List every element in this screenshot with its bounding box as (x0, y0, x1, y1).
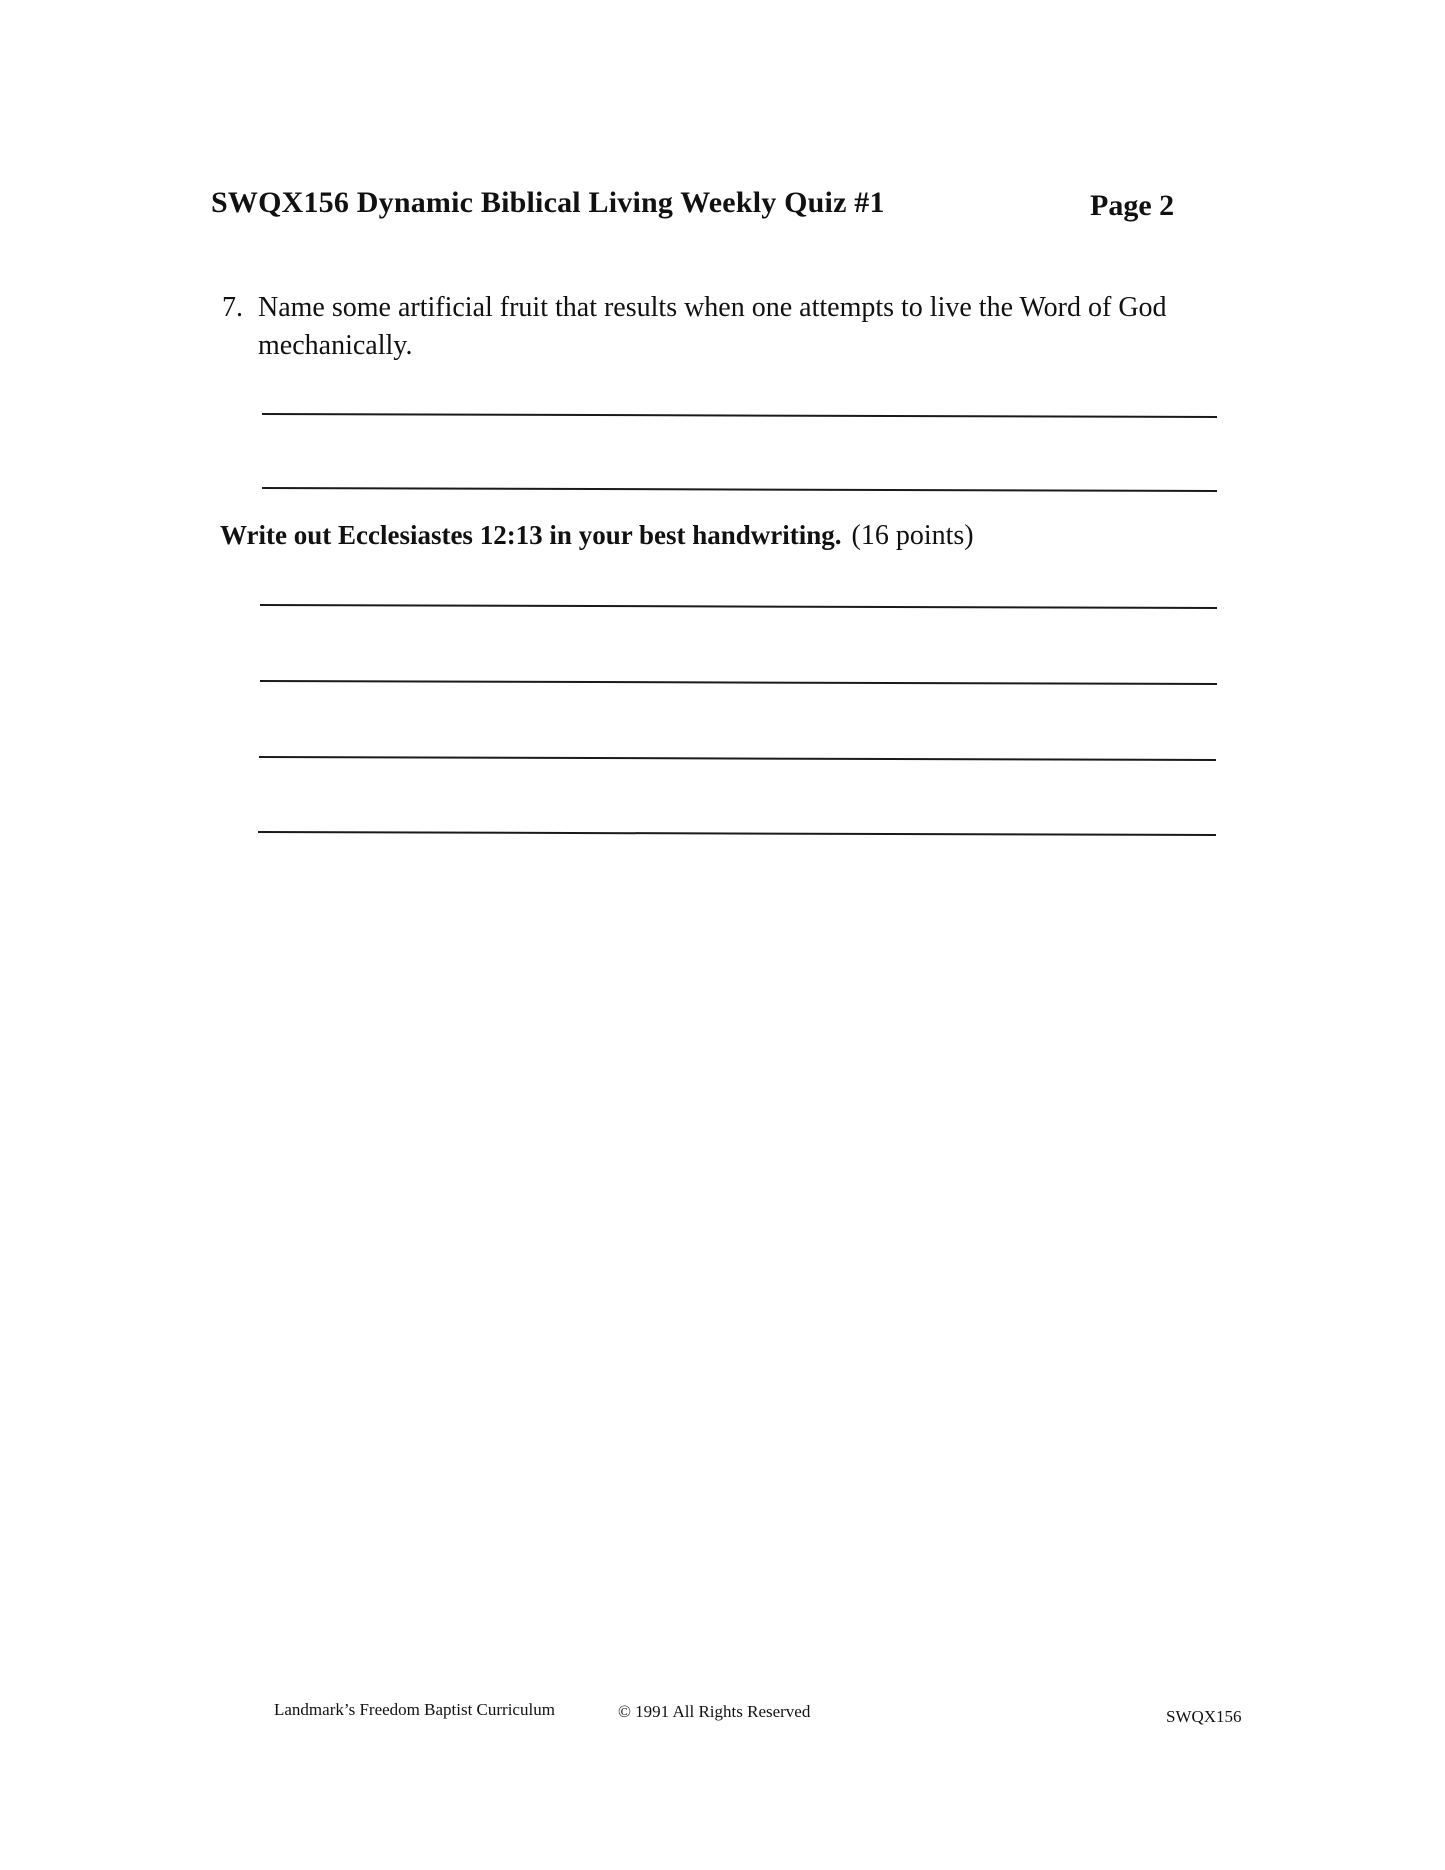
footer-curriculum: Landmark’s Freedom Baptist Curriculum (274, 1700, 555, 1719)
answer-line-verse-3[interactable] (259, 756, 1216, 761)
instruction-text (220, 520, 974, 552)
page-title: SWQX156 Dynamic Biblical Living Weekly Quiz #1 (211, 186, 885, 219)
question-text: Name some artificial fruit that results when one attempts to live the Word of God mechanically. (258, 292, 1167, 361)
footer-code: SWQX156 (1166, 1707, 1242, 1726)
answer-line-verse-2[interactable] (260, 680, 1217, 685)
question-7 (222, 289, 1232, 365)
answer-line-verse-4[interactable] (258, 831, 1216, 836)
answer-line-q7-2[interactable] (262, 487, 1217, 492)
question-number: 7. (222, 292, 243, 323)
answer-line-verse-1[interactable] (260, 604, 1217, 609)
footer-copyright: © 1991 All Rights Reserved (618, 1702, 811, 1721)
page-number: Page 2 (1090, 189, 1175, 222)
instruction-bold: Write out Ecclesiastes 12:13 in your best handwriting. (220, 520, 842, 550)
answer-line-q7-1[interactable] (262, 413, 1217, 418)
instruction-points: (16 points) (851, 520, 974, 551)
